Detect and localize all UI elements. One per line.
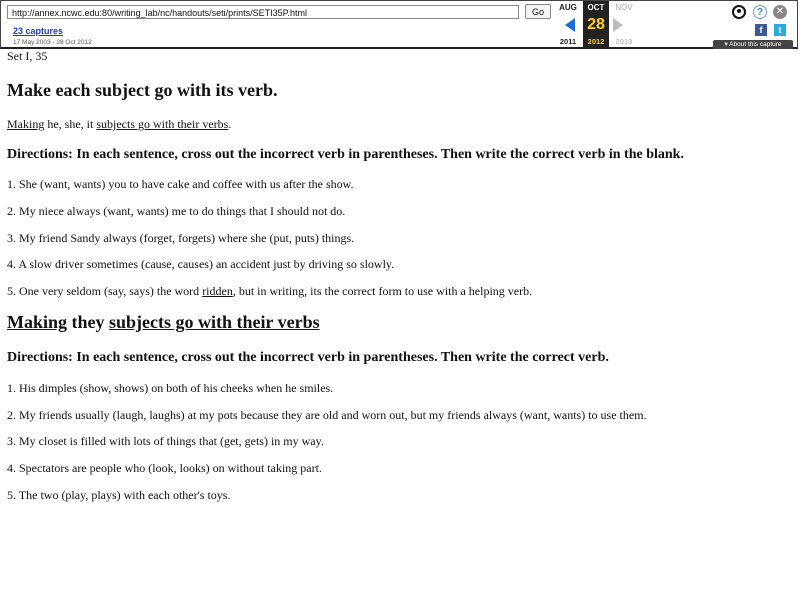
section1-intro [7, 117, 231, 132]
section2-item: 2. My friends usually (laugh, laughs) at my pots because they are old and worn out, but my friends always (want, wants) to use them. [7, 408, 647, 422]
item5-part1: 5. One very seldom (say, says) the word [7, 284, 203, 298]
intro-period: . [228, 117, 232, 131]
section2-item: 4. Spectators are people who (look, looks) on without taking part. [7, 461, 322, 475]
section2-item: 1. His dimples (show, shows) on both of his cheeks when he smiles. [7, 381, 334, 395]
month-next: NOV [615, 3, 633, 12]
captures-link[interactable]: 23 captures [13, 26, 64, 36]
user-icon[interactable] [732, 5, 746, 19]
prev-capture-arrow-icon[interactable] [565, 18, 575, 32]
section2-item: 3. My closet is filled with lots of things that (get, gets) in my way. [7, 434, 324, 448]
intro-making: Making [7, 117, 45, 131]
close-icon[interactable]: ✕ [773, 5, 787, 19]
go-button[interactable]: Go [525, 4, 551, 19]
item5-part3: , but in writing, its the correct form to use with a helping verb. [232, 284, 533, 298]
section1-item: 2. My niece always (want, wants) me to do things that I should not do. [7, 204, 346, 218]
title2-subjects-verbs: subjects go with their verbs [109, 312, 320, 332]
twitter-icon[interactable]: t [774, 24, 786, 36]
month-prev-link[interactable]: AUG [559, 3, 577, 12]
month-current: OCT [583, 1, 609, 14]
set-label: Set I, 35 [7, 49, 48, 63]
section2-title [7, 312, 320, 333]
section1-item: 3. My friend Sandy always (forget, forgets) where she (put, puts) things. [7, 231, 355, 245]
facebook-icon[interactable]: f [755, 24, 767, 36]
help-icon[interactable]: ? [753, 5, 767, 19]
section1-item: 1. She (want, wants) you to have cake and coffee with us after the show. [7, 177, 354, 191]
section1-title: Make each subject go with its verb. [7, 80, 278, 100]
year-next: 2013 [615, 37, 633, 46]
url-input[interactable]: http://annex.ncwc.edu:80/writing_lab/nc/handouts/seti/prints/SETI35P.html [7, 5, 519, 19]
day-current: 28 [583, 14, 609, 36]
next-capture-arrow-icon [613, 18, 623, 32]
title2-making: Making [7, 312, 68, 332]
capture-date-range: 17 May 2003 - 28 Oct 2012 [13, 39, 92, 46]
section2-directions: Directions: In each sentence, cross out the incorrect verb in parentheses. Then write the correct verb. [7, 350, 609, 365]
year-current: 2012 [583, 36, 609, 47]
intro-subjects-verbs: subjects go with their verbs [96, 117, 229, 131]
item5-ridden: ridden [202, 284, 233, 298]
section1-item: 4. A slow driver sometimes (cause, causes) an accident just by driving so slowly. [7, 257, 395, 271]
about-capture-button[interactable]: ▾ About this capture [713, 40, 793, 49]
year-prev-link[interactable]: 2011 [559, 37, 577, 46]
intro-pronouns: he, she, it [44, 117, 97, 131]
title2-they: they [67, 312, 110, 332]
wayback-toolbar [0, 0, 798, 49]
section1-item [7, 284, 532, 299]
section2-item: 5. The two (play, plays) with each other's toys. [7, 488, 231, 502]
section1-directions: Directions: In each sentence, cross out the incorrect verb in parentheses. Then write the correct verb in the blank. [7, 147, 684, 162]
